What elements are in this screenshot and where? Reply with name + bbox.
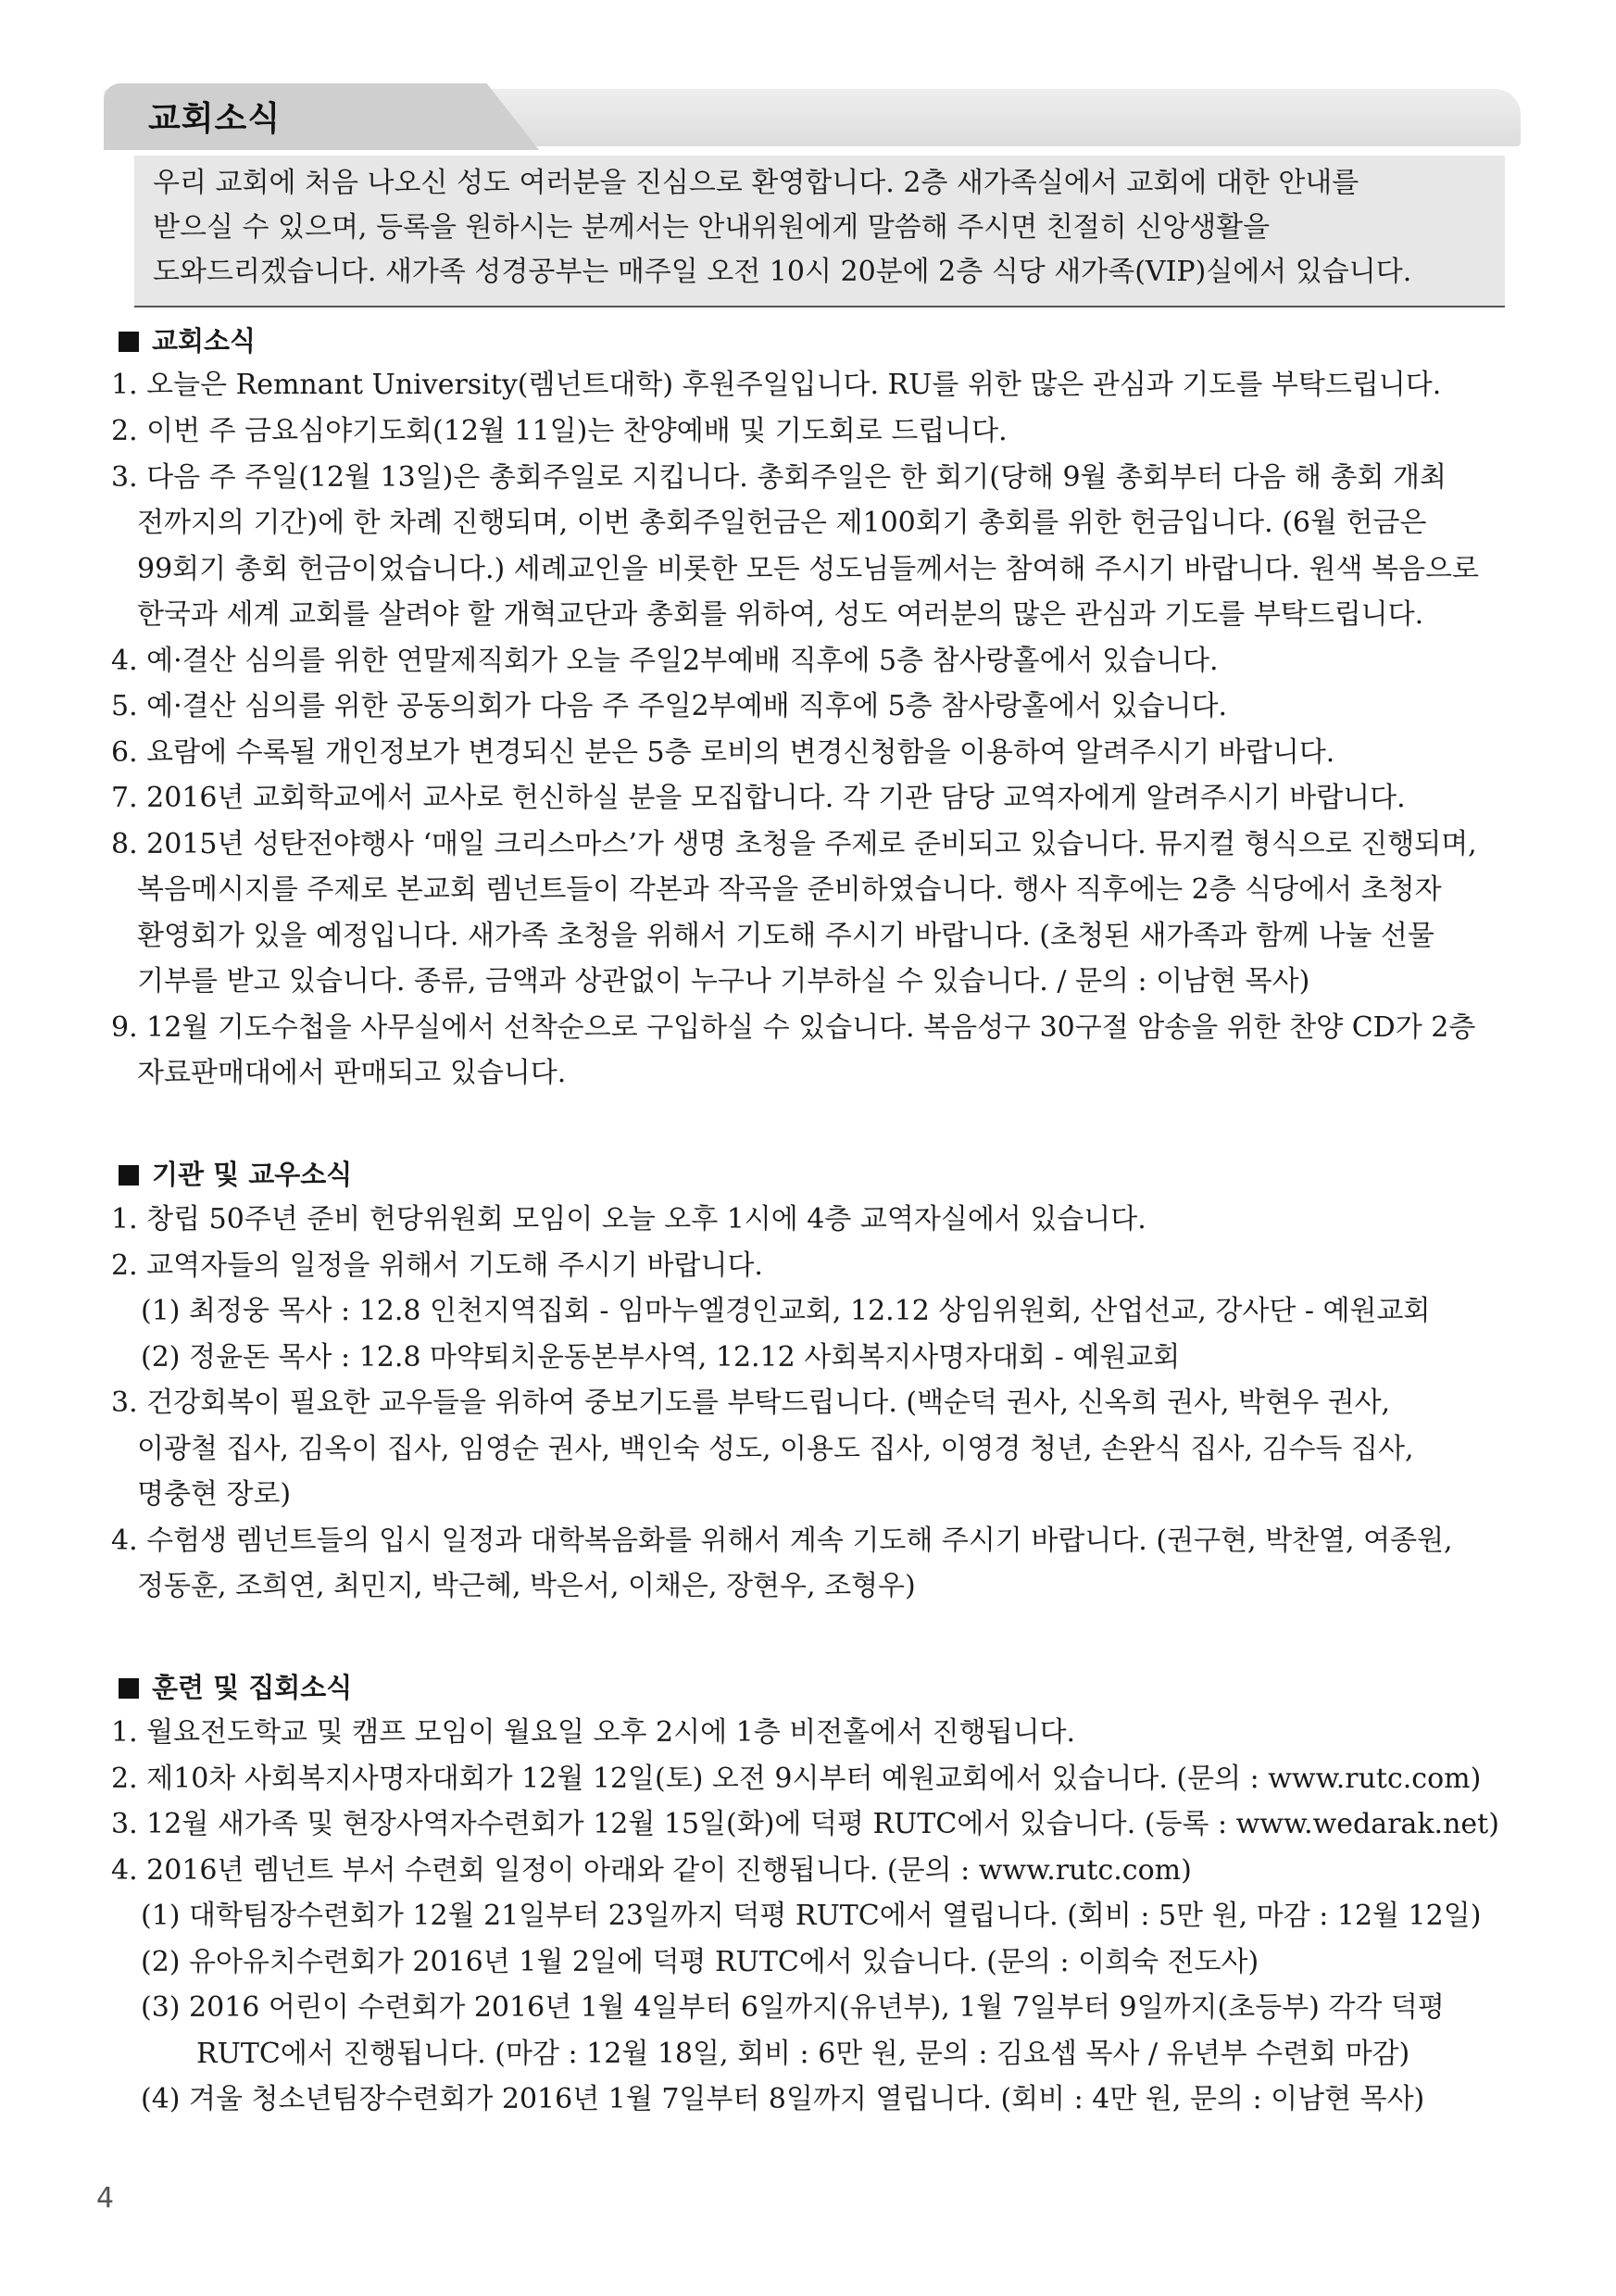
- notice-line: 이광철 집사, 김옥이 집사, 임영순 권사, 백인숙 성도, 이용도 집사, 이영경 청년, 손완식 집사, 김수득 집사,: [137, 1433, 1414, 1465]
- square-bullet-icon: [119, 1165, 139, 1186]
- notice-line: (4) 겨울 청소년팀장수련회가 2016년 1월 7일부터 8일까지 열립니다. (회비 : 4만 원, 문의 : 이남현 목사): [141, 2083, 1425, 2115]
- notice-line: 복음메시지를 주제로 본교회 렘넌트들이 각본과 작곡을 준비하였습니다. 행사 직후에는 2층 식당에서 초청자: [137, 873, 1442, 906]
- notice-line: (1) 최정웅 목사 : 12.8 인천지역집회 - 임마누엘경인교회, 12.12 상임위원회, 산업선교, 강사단 - 예원교회: [141, 1295, 1431, 1327]
- notice-line: 2. 교역자들의 일정을 위해서 기도해 주시기 바랍니다.: [111, 1249, 763, 1282]
- notice-line: 1. 창립 50주년 준비 헌당위원회 모임이 오늘 오후 1시에 4층 교역자실에서 있습니다.: [111, 1203, 1146, 1236]
- notice-line: 2. 제10차 사회복지사명자대회가 12월 12일(토) 오전 9시부터 예원교회에서 있습니다. (문의 : www.rutc.com): [111, 1763, 1482, 1795]
- notice-line: 4. 예·결산 심의를 위한 연말제직회가 오늘 주일2부예배 직후에 5층 참사랑홀에서 있습니다.: [111, 645, 1219, 677]
- section-title: 기관 및 교우소식: [152, 1159, 353, 1190]
- notice-line: 8. 2015년 성탄전야행사 ‘매일 크리스마스’가 생명 초청을 주제로 준비되고 있습니다. 뮤지컬 형식으로 진행되며,: [111, 828, 1477, 860]
- page-number: 4: [96, 2182, 115, 2214]
- square-bullet-icon: [119, 1678, 139, 1699]
- notice-line: (3) 2016 어린이 수련회가 2016년 1월 4일부터 6일까지(유년부), 1월 7일부터 9일까지(초등부) 각각 덕평: [141, 1991, 1445, 2024]
- notice-line: 3. 다음 주 주일(12월 13일)은 총회주일로 지킵니다. 총회주일은 한 회기(당해 9월 총회부터 다음 해 총회 개최: [111, 461, 1447, 494]
- notice-line: 1. 월요전도학교 및 캠프 모임이 월요일 오후 2시에 1층 비전홀에서 진행됩니다.: [111, 1716, 1076, 1749]
- notice-line: 3. 12월 새가족 및 현장사역자수련회가 12월 15일(화)에 덕평 RUTC에서 있습니다. (등록 : www.wedarak.net): [111, 1808, 1499, 1840]
- notice-line: 한국과 세계 교회를 살려야 할 개혁교단과 총회를 위하여, 성도 여러분의 많은 관심과 기도를 부탁드립니다.: [137, 598, 1424, 631]
- section-heading: [119, 320, 256, 358]
- section-title: 훈련 및 집회소식: [152, 1672, 353, 1703]
- notice-line: 자료판매대에서 판매되고 있습니다.: [137, 1057, 567, 1089]
- notice-line: 환영회가 있을 예정입니다. 새가족 초청을 위해서 기도해 주시기 바랍니다. (초청된 새가족과 함께 나눌 선물: [137, 920, 1434, 952]
- section-title: 교회소식: [152, 325, 257, 357]
- notice-line: 3. 건강회복이 필요한 교우들을 위하여 중보기도를 부탁드립니다. (백순덕 권사, 신옥희 권사, 박현우 권사,: [111, 1386, 1391, 1419]
- notice-line: 2. 이번 주 금요심야기도회(12월 11일)는 찬양예배 및 기도회로 드립니다.: [111, 415, 1008, 447]
- welcome-line: 받으실 수 있으며, 등록을 원하시는 분께서는 안내위원에게 말씀해 주시면 친절히 신앙생활을: [153, 211, 1271, 244]
- notice-line: 1. 오늘은 Remnant University(렘넌트대학) 후원주일입니다. RU를 위한 많은 관심과 기도를 부탁드립니다.: [111, 369, 1442, 401]
- notice-line: 정동훈, 조희연, 최민지, 박근혜, 박은서, 이채은, 장현우, 조형우): [137, 1570, 916, 1602]
- welcome-line: 도와드리겠습니다. 새가족 성경공부는 매주일 오전 10시 20분에 2층 식당 새가족(VIP)실에서 있습니다.: [153, 256, 1412, 288]
- welcome-line: 우리 교회에 처음 나오신 성도 여러분을 진심으로 환영합니다. 2층 새가족실에서 교회에 대한 안내를: [153, 167, 1359, 199]
- square-bullet-icon: [119, 332, 139, 352]
- notice-line: (2) 정윤돈 목사 : 12.8 마약퇴치운동본부사역, 12.12 사회복지사명자대회 - 예원교회: [141, 1341, 1181, 1374]
- notice-line: 기부를 받고 있습니다. 종류, 금액과 상관없이 누구나 기부하실 수 있습니다. / 문의 : 이남현 목사): [137, 965, 1310, 997]
- notice-line: 6. 요람에 수록될 개인정보가 변경되신 분은 5층 로비의 변경신청함을 이용하여 알려주시기 바랍니다.: [111, 736, 1335, 769]
- welcome-box: [134, 156, 1505, 307]
- notice-line: (1) 대학팀장수련회가 12월 21일부터 23일까지 덕평 RUTC에서 열립니다. (회비 : 5만 원, 마감 : 12월 12일): [141, 1900, 1482, 1932]
- notice-line: 99회기 총회 헌금이었습니다.) 세례교인을 비롯한 모든 성도님들께서는 참여해 주시기 바랍니다. 원색 복음으로: [137, 553, 1479, 585]
- notice-line: 명충현 장로): [137, 1478, 292, 1511]
- section-heading: [119, 1154, 352, 1192]
- section-heading: [119, 1667, 352, 1705]
- notice-line: 4. 수험생 렘넌트들의 입시 일정과 대학복음화를 위해서 계속 기도해 주시기 바랍니다. (권구현, 박찬열, 여종원,: [111, 1524, 1453, 1557]
- notice-line: 전까지의 기간)에 한 차례 진행되며, 이번 총회주일헌금은 제100회기 총회를 위한 헌금입니다. (6월 헌금은: [137, 507, 1427, 539]
- notice-line: (2) 유아유치수련회가 2016년 1월 2일에 덕평 RUTC에서 있습니다. (문의 : 이희숙 전도사): [141, 1946, 1259, 1978]
- section-header: [104, 83, 1521, 152]
- notice-line: RUTC에서 진행됩니다. (마감 : 12월 18일, 회비 : 6만 원, 문의 : 김요셉 목사 / 유년부 수련회 마감): [196, 2038, 1410, 2070]
- notice-line: 9. 12월 기도수첩을 사무실에서 선착순으로 구입하실 수 있습니다. 복음성구 30구절 암송을 위한 찬양 CD가 2층: [111, 1011, 1476, 1044]
- notice-line: 4. 2016년 렘넌트 부서 수련회 일정이 아래와 같이 진행됩니다. (문의 : www.rutc.com): [111, 1854, 1192, 1887]
- notice-line: 5. 예·결산 심의를 위한 공동의회가 다음 주 주일2부예배 직후에 5층 참사랑홀에서 있습니다.: [111, 690, 1228, 722]
- notice-line: 7. 2016년 교회학교에서 교사로 헌신하실 분을 모집합니다. 각 기관 담당 교역자에게 알려주시기 바랍니다.: [111, 782, 1406, 814]
- header-title: 교회소식: [148, 100, 282, 138]
